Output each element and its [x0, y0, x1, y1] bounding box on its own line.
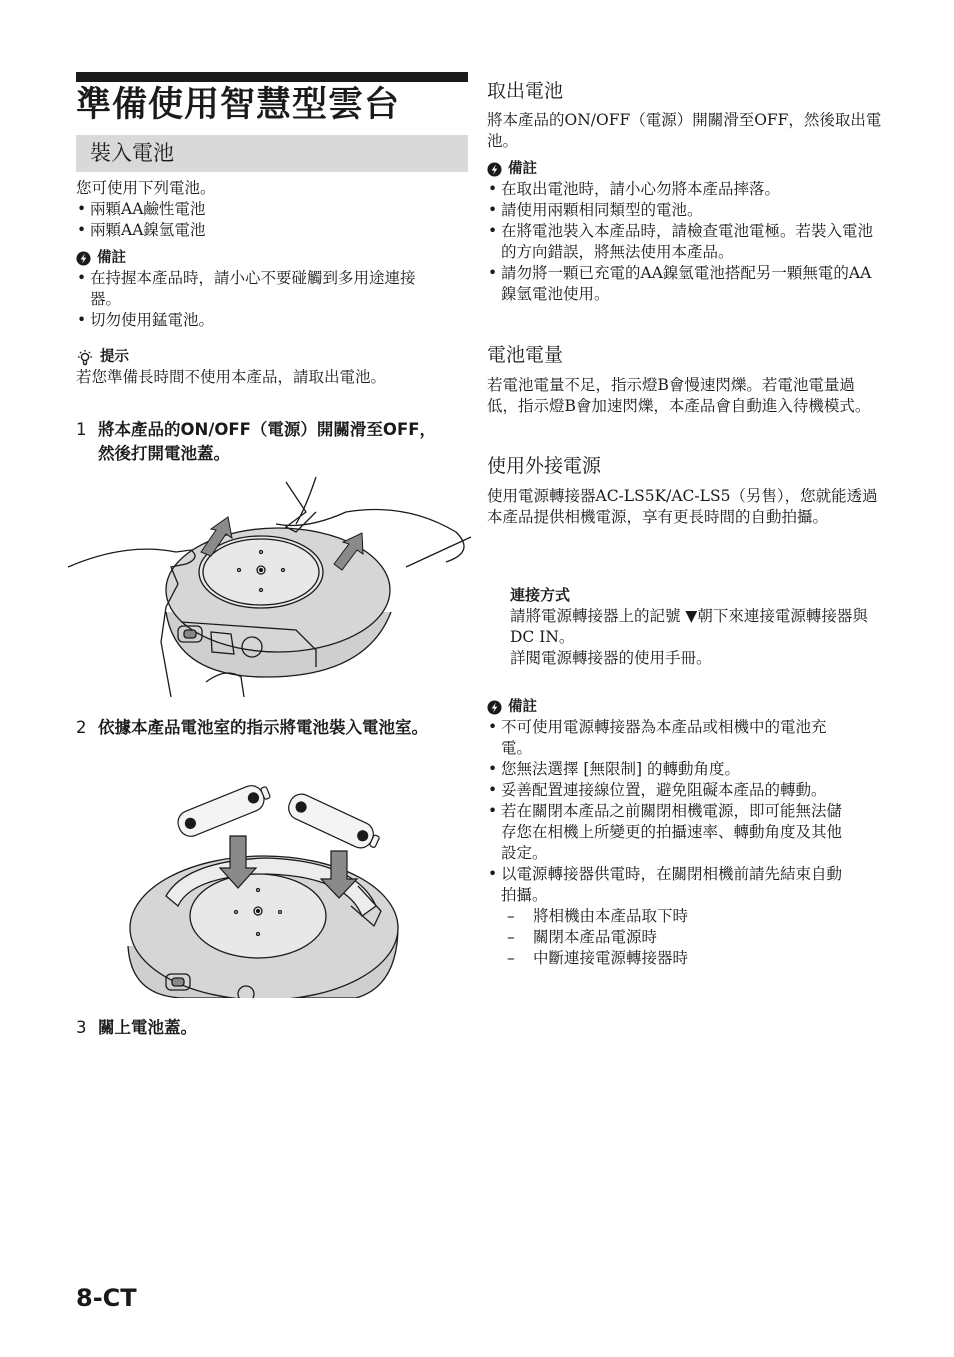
list-item: • 您無法選擇 [無限制] 的轉動角度。 [487, 759, 857, 780]
tip-heading: 提示 [76, 347, 470, 367]
list-item: – 關閉本產品電源時 [505, 927, 857, 948]
intro-text: 您可使用下列電池。 [76, 179, 216, 197]
page-title: 準備使用智慧型雲台 [76, 85, 401, 125]
sub-list [487, 906, 857, 969]
list-item: • 請使用兩顆相同類型的電池。 [487, 200, 882, 221]
list-item: • 以電源轉接器供電時，在關閉相機前請先結束自動拍攝。 [487, 864, 857, 906]
list-item: • 若在關閉本產品之前關閉相機電源，即可能無法儲存您在相機上所變更的拍攝速率、轉動角度及其他設定。 [487, 801, 857, 864]
title-rule [76, 72, 468, 82]
external-power-note [487, 697, 857, 969]
battery-level-text: 若電池電量不足，指示燈B會慢速閃爍。若電池電量過低，指示燈B會加速閃爍，本產品會自動進入待機模式。 [487, 376, 871, 415]
external-power-heading: 使用外接電源 [487, 455, 602, 477]
connection-manual-text: 詳閱電源轉接器的使用手冊。 [510, 649, 712, 667]
step-1: 1 將本產品的ON/OFF（電源）開關滑至OFF，然後打開電池蓋。 [76, 420, 437, 463]
note-list [76, 268, 446, 331]
list-item: • 兩顆AA鎳氫電池 [76, 220, 470, 241]
section-title: 裝入電池 [90, 141, 174, 165]
list-item: • 妥善配置連接線位置，避免阻礙本產品的轉動。 [487, 780, 857, 801]
list-item: – 中斷連接電源轉接器時 [505, 948, 857, 969]
battery-list [76, 199, 470, 241]
page-number: 8-CT [76, 1284, 137, 1312]
list-item: • 在將電池裝入本產品時，請檢查電池電極。若裝入電池的方向錯誤，將無法使用本產品。 [487, 221, 882, 263]
connection-method-text: 請將電源轉接器上的記號 ▼朝下來連接電源轉接器與DC IN。 [510, 607, 868, 646]
caution-icon [76, 251, 91, 266]
list-item: • 請勿將一顆已充電的AA鎳氫電池搭配另一顆無電的AA鎳氫電池使用。 [487, 263, 882, 305]
remove-note [487, 159, 882, 305]
note-heading: 備註 [487, 159, 882, 179]
note-list [487, 179, 882, 305]
tip-block [76, 347, 470, 388]
connection-method-heading: 連接方式 [510, 586, 571, 604]
open-battery-cover-illustration [66, 472, 476, 702]
list-item: • 切勿使用錳電池。 [76, 310, 446, 331]
section-band [76, 135, 468, 172]
remove-text: 將本產品的ON/OFF（電源）開關滑至OFF，然後取出電池。 [487, 111, 882, 150]
step-3: 3 關上電池蓋。 [76, 1018, 197, 1037]
list-item: • 不可使用電源轉接器為本產品或相機中的電池充電。 [487, 717, 857, 759]
list-item: • 兩顆AA鹼性電池 [76, 199, 470, 220]
note-block [76, 248, 446, 331]
note-heading: 備註 [487, 697, 857, 717]
note-heading: 備註 [76, 248, 446, 268]
caution-icon [487, 700, 502, 715]
battery-level-heading: 電池電量 [487, 344, 564, 366]
intro-block [76, 178, 470, 241]
lightbulb-icon [76, 349, 94, 366]
step-2: 2 依據本產品電池室的指示將電池裝入電池室。 [76, 718, 428, 737]
note-list [487, 717, 857, 906]
caution-icon [487, 162, 502, 177]
list-item: • 在持握本產品時，請小心不要碰觸到多用途連接器。 [76, 268, 446, 310]
list-item: – 將相機由本產品取下時 [505, 906, 857, 927]
external-power-text: 使用電源轉接器AC-LS5K/AC-LS5（另售），您就能透過本產品提供相機電源，享有更長時間的自動拍攝。 [487, 487, 878, 526]
list-item: • 在取出電池時，請小心勿將本產品摔落。 [487, 179, 882, 200]
insert-batteries-illustration [126, 776, 406, 998]
remove-heading: 取出電池 [487, 80, 564, 102]
tip-text: 若您準備長時間不使用本產品，請取出電池。 [76, 368, 387, 386]
